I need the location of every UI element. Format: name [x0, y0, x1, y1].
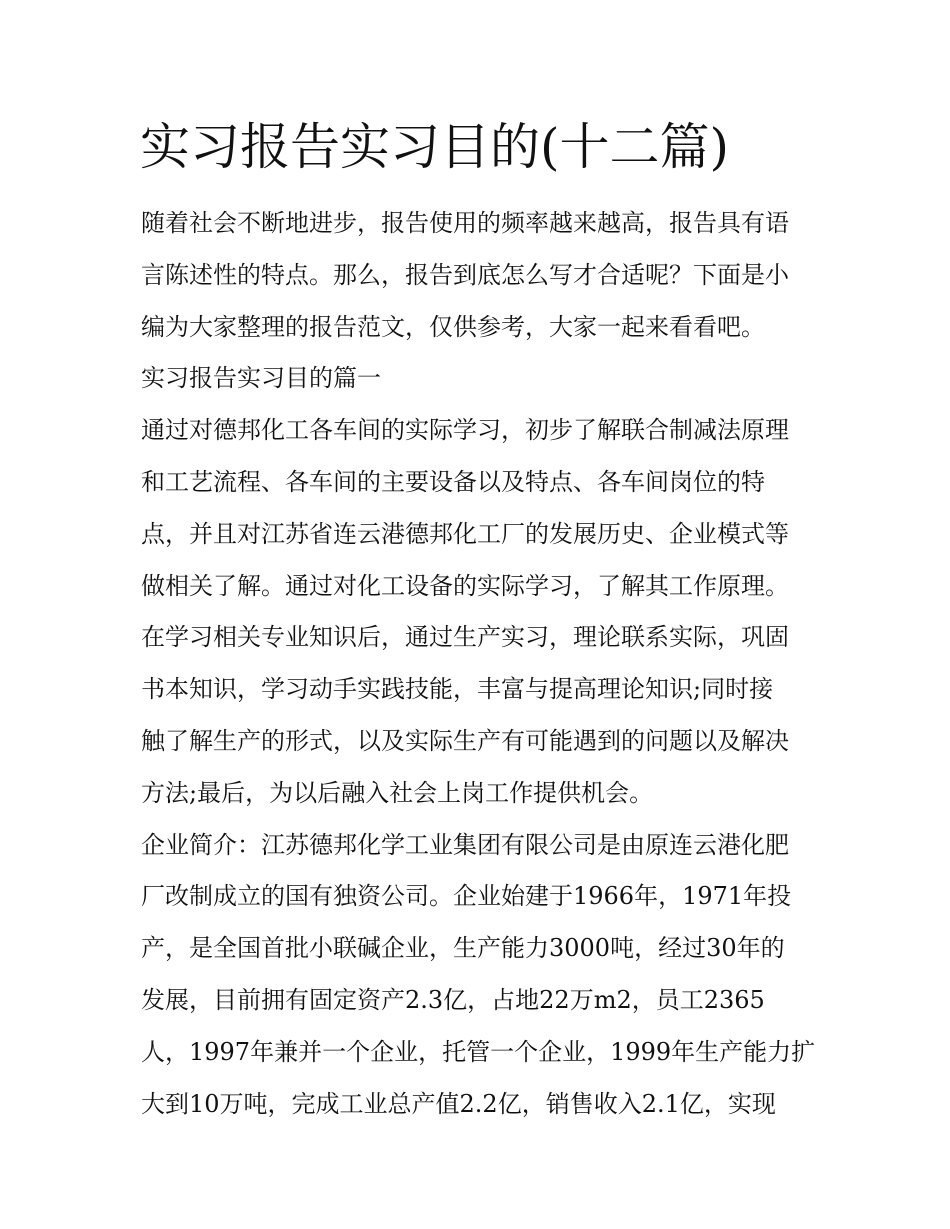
document-title: 实习报告实习目的(十二篇)	[140, 118, 730, 176]
text-line-18: 大到10万吨，完成工业总产值2.2亿，销售收入2.1亿，实现	[141, 1089, 776, 1118]
text-line-6: 和工艺流程、各车间的主要设备以及特点、各车间岗位的特	[141, 467, 765, 496]
text-line-11: 触了解生产的形式，以及实际生产有可能遇到的问题以及解决	[141, 726, 789, 755]
text-line-7: 点，并且对江苏省连云港德邦化工厂的发展历史、企业模式等	[141, 519, 789, 548]
text-line-12: 方法;最后，为以后融入社会上岗工作提供机会。	[141, 778, 654, 807]
text-line-5: 通过对德邦化工各车间的实际学习，初步了解联合制减法原理	[141, 416, 789, 445]
text-line-3: 编为大家整理的报告范文，仅供参考，大家一起来看看吧。	[141, 312, 765, 341]
text-line-1: 随着社会不断地进步，报告使用的频率越来越高，报告具有语	[141, 209, 789, 237]
text-line-9: 在学习相关专业知识后，通过生产实习，理论联系实际，巩固	[141, 623, 789, 652]
text-line-10: 书本知识，学习动手实践技能，丰富与提高理论知识;同时接	[141, 675, 774, 704]
text-line-15: 产，是全国首批小联碱企业，生产能力3000吨，经过30年的	[141, 934, 785, 963]
text-line-16: 发展，目前拥有固定资产2.3亿，占地22万m2，员工2365	[141, 985, 765, 1014]
text-line-8: 做相关了解。通过对化工设备的实际学习，了解其工作原理。	[141, 571, 789, 600]
text-line-14: 厂改制成立的国有独资公司。企业始建于1966年，1971年投	[141, 882, 792, 911]
text-line-17: 人，1997年兼并一个企业，托管一个企业，1999年生产能力扩	[141, 1037, 816, 1066]
text-line-13: 企业简介：江苏德邦化学工业集团有限公司是由原连云港化肥	[141, 830, 789, 859]
section-heading-1: 实习报告实习目的篇一	[141, 364, 381, 393]
text-line-2: 言陈述性的特点。那么，报告到底怎么写才合适呢？下面是小	[141, 260, 789, 289]
document-body	[141, 198, 821, 1130]
